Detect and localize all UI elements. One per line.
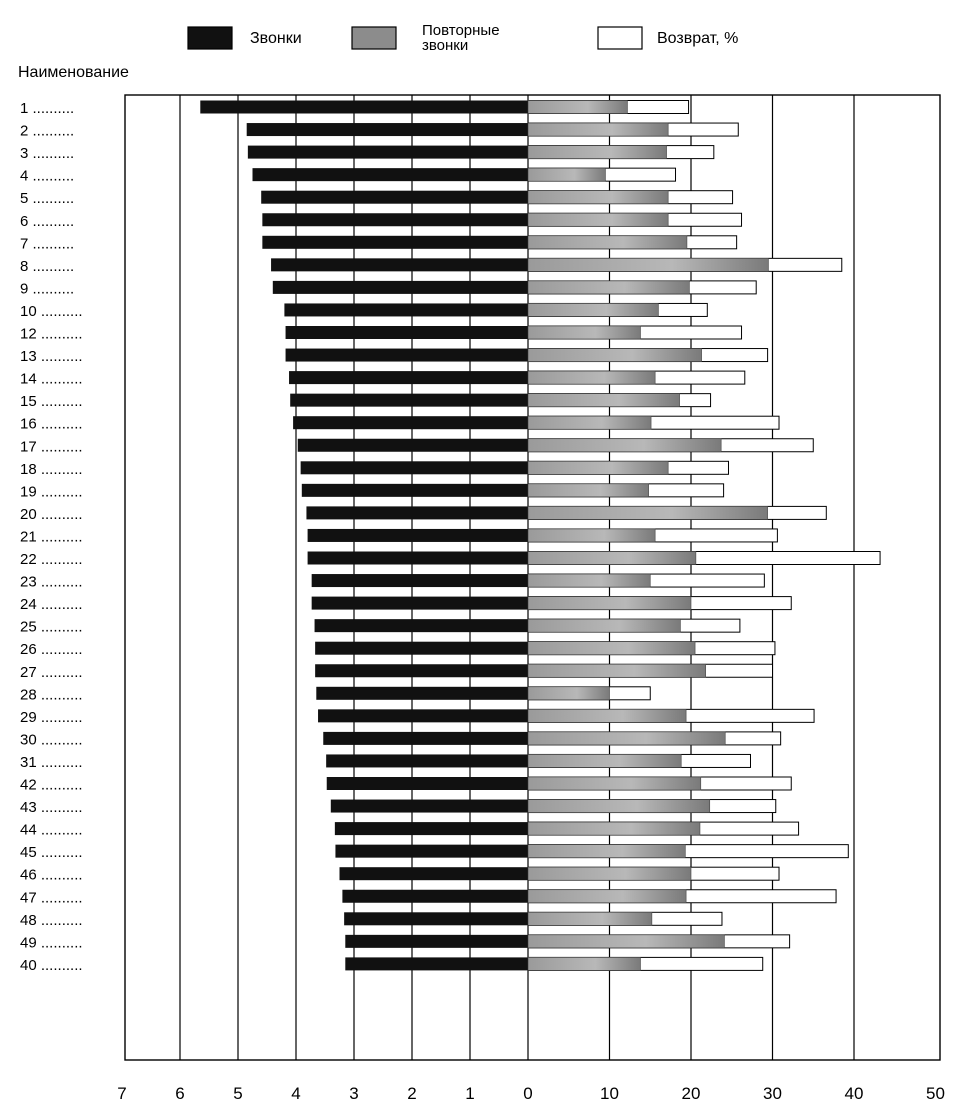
x-tick-right-40: 40 (844, 1084, 864, 1103)
bar-row-14 (289, 371, 745, 384)
category-label-6: 6 .......... (20, 212, 75, 230)
x-tick-left-5: 5 (233, 1084, 243, 1103)
bar-calls-27 (315, 664, 528, 677)
bar-repeat-21 (528, 529, 655, 542)
category-label-8: 8 .......... (20, 257, 75, 275)
category-label-25: 25 .......... (20, 618, 83, 636)
bar-repeat-23 (528, 574, 650, 587)
bar-row-13 (286, 349, 768, 362)
bar-row-8 (271, 258, 842, 271)
bar-calls-15 (290, 394, 528, 407)
bar-calls-48 (344, 912, 528, 925)
bar-calls-29 (318, 709, 528, 722)
bar-row-47 (342, 890, 836, 903)
bar-repeat-46 (528, 867, 691, 880)
x-tick-right-10: 10 (600, 1084, 619, 1103)
bar-calls-30 (323, 732, 528, 745)
category-label-44: 44 .......... (20, 821, 83, 839)
bar-repeat-22 (528, 552, 696, 565)
category-label-12: 12 .......... (20, 325, 83, 343)
bar-repeat-7 (528, 236, 687, 249)
bar-repeat-6 (528, 213, 668, 226)
x-tick-left-4: 4 (291, 1084, 301, 1103)
bar-repeat-14 (528, 371, 655, 384)
bar-calls-17 (298, 439, 528, 452)
bar-calls-23 (312, 574, 528, 587)
bar-repeat-28 (528, 687, 610, 700)
category-label-5: 5 .......... (20, 190, 75, 208)
category-label-15: 15 .......... (20, 393, 83, 411)
bar-row-1 (200, 101, 688, 114)
bar-calls-5 (261, 191, 528, 204)
bar-repeat-12 (528, 326, 640, 339)
category-label-9: 9 .......... (20, 280, 75, 298)
bar-row-4 (253, 168, 676, 181)
bar-calls-46 (340, 867, 529, 880)
category-label-30: 30 .......... (20, 731, 83, 749)
bar-calls-44 (335, 822, 528, 835)
bar-calls-7 (262, 236, 528, 249)
bar-row-18 (301, 461, 729, 474)
bar-calls-31 (326, 754, 528, 767)
x-tick-labels (117, 1084, 945, 1103)
bar-calls-43 (331, 800, 528, 813)
bar-row-16 (293, 416, 779, 429)
bar-calls-9 (273, 281, 528, 294)
bar-calls-16 (293, 416, 528, 429)
bar-row-31 (326, 754, 750, 767)
bar-repeat-45 (528, 845, 685, 858)
bar-calls-8 (271, 258, 528, 271)
category-label-24: 24 .......... (20, 596, 83, 614)
category-label-27: 27 .......... (20, 663, 83, 681)
bar-repeat-44 (528, 822, 700, 835)
bar-repeat-4 (528, 168, 605, 181)
bar-calls-45 (335, 845, 528, 858)
bar-calls-1 (200, 101, 528, 114)
bar-calls-3 (248, 146, 528, 159)
bar-row-26 (315, 642, 775, 655)
category-label-14: 14 .......... (20, 370, 83, 388)
category-label-16: 16 .......... (20, 415, 83, 433)
bar-calls-14 (289, 371, 528, 384)
category-label-48: 48 .......... (20, 911, 83, 929)
category-label-31: 31 .......... (20, 753, 83, 771)
bar-repeat-2 (528, 123, 668, 136)
category-label-45: 45 .......... (20, 844, 83, 862)
category-label-17: 17 .......... (20, 438, 83, 456)
category-label-1: 1 .......... (20, 100, 75, 117)
category-labels (20, 100, 83, 974)
bar-calls-2 (247, 123, 528, 136)
bar-row-10 (284, 303, 707, 316)
bar-row-9 (273, 281, 756, 294)
bar-row-7 (262, 236, 736, 249)
bar-row-49 (345, 935, 789, 948)
bar-row-6 (262, 213, 741, 226)
bar-row-12 (286, 326, 742, 339)
legend-label-repeat-line-2: звонки (422, 37, 469, 54)
bars-layer (200, 101, 880, 971)
bar-repeat-10 (528, 303, 658, 316)
x-tick-left-7: 7 (117, 1084, 127, 1103)
bar-calls-19 (302, 484, 528, 497)
x-tick-right-20: 20 (681, 1084, 701, 1103)
bar-repeat-20 (528, 506, 768, 519)
bar-calls-28 (316, 687, 528, 700)
bar-row-3 (248, 146, 714, 159)
category-label-43: 43 .......... (20, 799, 83, 817)
category-label-46: 46 .......... (20, 866, 83, 884)
x-tick-right-50: 50 (926, 1084, 945, 1103)
bar-repeat-42 (528, 777, 701, 790)
category-label-26: 26 .......... (20, 641, 83, 659)
category-label-49: 49 .......... (20, 934, 83, 952)
bar-calls-13 (286, 349, 528, 362)
category-label-2: 2 .......... (20, 122, 75, 140)
bar-row-27 (315, 664, 772, 677)
category-label-4: 4 .......... (20, 167, 75, 185)
category-label-13: 13 .......... (20, 348, 83, 366)
bar-calls-4 (253, 168, 529, 181)
bar-repeat-40 (528, 957, 640, 970)
bar-repeat-24 (528, 597, 691, 610)
bar-repeat-49 (528, 935, 724, 948)
bar-row-25 (315, 619, 740, 632)
x-tick-right-0: 0 (523, 1084, 533, 1103)
bar-calls-12 (286, 326, 528, 339)
category-label-7: 7 .......... (20, 235, 75, 253)
bar-repeat-31 (528, 754, 681, 767)
bar-row-19 (302, 484, 724, 497)
bar-repeat-27 (528, 664, 706, 677)
category-label-40: 40 .......... (20, 956, 83, 974)
bar-calls-21 (308, 529, 528, 542)
category-label-22: 22 .......... (20, 551, 83, 568)
bar-calls-42 (327, 777, 528, 790)
category-label-21: 21 .......... (20, 528, 83, 546)
bar-calls-40 (345, 957, 528, 970)
bar-calls-18 (301, 461, 528, 474)
bar-repeat-1 (528, 101, 627, 114)
bar-calls-47 (342, 890, 528, 903)
bar-repeat-18 (528, 461, 668, 474)
bar-repeat-26 (528, 642, 695, 655)
bar-row-43 (331, 800, 776, 813)
bar-row-40 (345, 957, 762, 970)
legend-swatch-calls (188, 27, 232, 49)
legend-label-repeat-line-1: Повторные (422, 22, 500, 39)
bar-calls-6 (262, 213, 528, 226)
category-label-3: 3 .......... (20, 145, 75, 163)
legend (188, 22, 738, 54)
bar-repeat-17 (528, 439, 721, 452)
bar-row-29 (318, 709, 814, 722)
bar-repeat-3 (528, 146, 667, 159)
legend-swatch-repeat (352, 27, 396, 49)
bar-row-2 (247, 123, 739, 136)
legend-label-calls: Звонки (250, 30, 302, 47)
bar-row-15 (290, 394, 710, 407)
x-tick-left-3: 3 (349, 1084, 359, 1103)
bar-row-17 (298, 439, 814, 452)
category-label-42: 42 .......... (20, 776, 83, 794)
bar-repeat-43 (528, 800, 710, 813)
bar-calls-20 (306, 506, 528, 519)
bar-repeat-25 (528, 619, 680, 632)
bar-calls-25 (315, 619, 528, 632)
bar-repeat-30 (528, 732, 725, 745)
x-tick-left-1: 1 (465, 1084, 475, 1103)
x-tick-left-6: 6 (175, 1084, 185, 1103)
bar-repeat-48 (528, 912, 652, 925)
bar-calls-22 (308, 552, 528, 565)
bar-row-44 (335, 822, 799, 835)
bar-calls-10 (284, 303, 528, 316)
bar-row-23 (312, 574, 765, 587)
bar-repeat-29 (528, 709, 686, 722)
y-axis-label: Наименование (18, 64, 129, 81)
bar-row-21 (308, 529, 778, 542)
bar-row-28 (316, 687, 650, 700)
category-label-18: 18 .......... (20, 460, 83, 478)
bar-row-30 (323, 732, 780, 745)
bar-row-46 (340, 867, 780, 880)
bar-row-48 (344, 912, 722, 925)
legend-swatch-return (598, 27, 642, 49)
category-label-47: 47 .......... (20, 889, 83, 907)
category-label-20: 20 .......... (20, 505, 83, 523)
legend-label-return: Возврат, % (657, 30, 739, 47)
bar-repeat-8 (528, 258, 768, 271)
category-label-10: 10 .......... (20, 302, 83, 320)
bar-repeat-15 (528, 394, 680, 407)
category-label-28: 28 .......... (20, 686, 83, 704)
bar-repeat-13 (528, 349, 702, 362)
bar-row-42 (327, 777, 792, 790)
bar-repeat-19 (528, 484, 649, 497)
bar-row-22 (308, 552, 880, 565)
bar-repeat-47 (528, 890, 686, 903)
bar-repeat-9 (528, 281, 689, 294)
bar-calls-24 (312, 597, 528, 610)
bar-calls-26 (315, 642, 528, 655)
x-tick-right-30: 30 (763, 1084, 782, 1103)
category-label-23: 23 .......... (20, 573, 83, 591)
bar-row-5 (261, 191, 732, 204)
bar-repeat-5 (528, 191, 668, 204)
bar-row-20 (306, 506, 826, 519)
bar-row-45 (335, 845, 848, 858)
bar-calls-49 (345, 935, 528, 948)
x-tick-left-2: 2 (407, 1084, 417, 1103)
category-label-19: 19 .......... (20, 483, 83, 501)
bar-row-24 (312, 597, 792, 610)
bar-repeat-16 (528, 416, 651, 429)
category-label-29: 29 .......... (20, 708, 83, 726)
